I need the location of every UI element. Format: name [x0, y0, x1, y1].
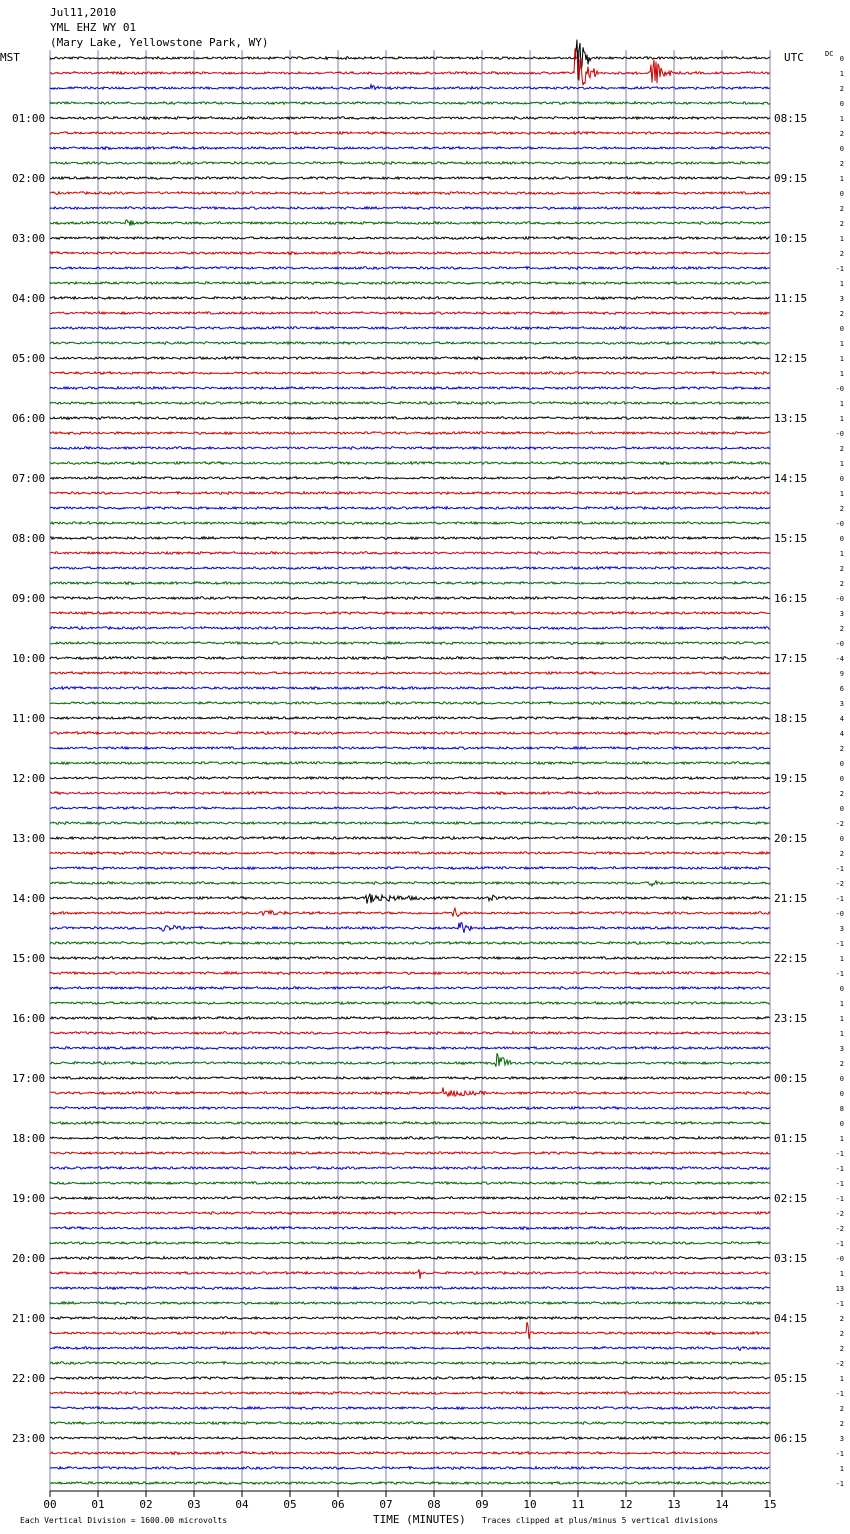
trace-row — [50, 297, 770, 300]
trace-row — [50, 117, 770, 120]
x-tick-label: 11 — [571, 1498, 585, 1511]
right-hour-label: 01:15 — [774, 1132, 808, 1145]
trace-row — [50, 1482, 770, 1485]
trace-row — [50, 147, 770, 150]
dc-value: 1 — [839, 370, 844, 378]
left-hour-label: 03:00 — [12, 232, 46, 245]
dc-value: 1 — [839, 1375, 844, 1383]
dc-value: 2 — [839, 130, 844, 138]
trace-row — [50, 237, 770, 240]
dc-value: -1 — [835, 1150, 844, 1158]
x-tick-label: 08 — [427, 1498, 441, 1511]
trace-row — [50, 1077, 770, 1080]
dc-value: 1 — [839, 115, 844, 123]
dc-value: -2 — [835, 1210, 844, 1218]
dc-value: 3 — [839, 1435, 844, 1443]
right-hour-label: 22:15 — [774, 952, 808, 965]
trace-row — [50, 642, 770, 645]
dc-value: 2 — [839, 310, 844, 318]
x-tick-label: 14 — [715, 1498, 729, 1511]
trace-row — [50, 762, 770, 765]
trace-row — [50, 987, 770, 990]
dc-value: 0 — [839, 1120, 844, 1128]
trace-row — [50, 432, 770, 435]
trace-row — [50, 48, 770, 85]
right-hour-label: 02:15 — [774, 1192, 808, 1205]
right-hour-label: 23:15 — [774, 1012, 808, 1025]
dc-value: 1 — [839, 1000, 844, 1008]
dc-value: 3 — [839, 610, 844, 618]
trace-row — [50, 492, 770, 495]
trace-row — [50, 672, 770, 675]
x-tick-label: 13 — [667, 1498, 681, 1511]
right-hour-label: 03:15 — [774, 1252, 808, 1265]
dc-value: 1 — [839, 1465, 844, 1473]
dc-value: 1 — [839, 460, 844, 468]
dc-value: 9 — [839, 670, 844, 678]
right-hour-label: 05:15 — [774, 1372, 808, 1385]
right-hour-label: 12:15 — [774, 352, 808, 365]
left-hour-label: 11:00 — [12, 712, 46, 725]
trace-row — [50, 1002, 770, 1005]
trace-row — [50, 1212, 770, 1215]
dc-value: -2 — [835, 820, 844, 828]
dc-value: 2 — [839, 745, 844, 753]
trace-row — [50, 357, 770, 360]
right-hour-label: 10:15 — [774, 232, 808, 245]
trace-row — [50, 852, 770, 855]
right-hour-label: 11:15 — [774, 292, 808, 305]
dc-value: -2 — [835, 1225, 844, 1233]
trace-row — [50, 657, 770, 660]
left-hour-label: 04:00 — [12, 292, 46, 305]
left-hour-label: 02:00 — [12, 172, 46, 185]
dc-value: 3 — [839, 1045, 844, 1053]
dc-value: -0 — [835, 430, 844, 438]
dc-value: 1 — [839, 235, 844, 243]
trace-row — [50, 462, 770, 465]
x-axis — [43, 1491, 776, 1511]
trace-row — [50, 402, 770, 405]
dc-value: 1 — [839, 550, 844, 558]
trace-row — [50, 1242, 770, 1245]
dc-value: 6 — [839, 685, 844, 693]
x-axis-title: TIME (MINUTES) — [373, 1513, 466, 1526]
dc-value: 0 — [839, 985, 844, 993]
dc-value: -1 — [835, 1480, 844, 1488]
left-hour-label: 18:00 — [12, 1132, 46, 1145]
left-hour-label: 06:00 — [12, 412, 46, 425]
left-hour-label: 09:00 — [12, 592, 46, 605]
x-tick-label: 10 — [523, 1498, 537, 1511]
dc-value: 0 — [839, 775, 844, 783]
dc-value: 0 — [839, 325, 844, 333]
dc-value: 0 — [839, 760, 844, 768]
dc-value: -0 — [835, 520, 844, 528]
dc-value: 2 — [839, 250, 844, 258]
trace-row — [50, 192, 770, 195]
dc-value: 2 — [839, 160, 844, 168]
x-tick-label: 02 — [139, 1498, 153, 1511]
right-hour-label: 21:15 — [774, 892, 808, 905]
trace-row — [50, 1182, 770, 1185]
trace-row — [50, 312, 770, 315]
trace-row — [50, 1452, 770, 1455]
trace-row — [50, 567, 770, 570]
dc-value: 2 — [839, 625, 844, 633]
trace-row — [50, 1467, 770, 1470]
left-hour-label: 15:00 — [12, 952, 46, 965]
trace-row — [50, 102, 770, 105]
x-tick-label: 01 — [91, 1498, 105, 1511]
trace-row — [50, 867, 770, 870]
left-hour-label: 16:00 — [12, 1012, 46, 1025]
trace-row — [50, 807, 770, 810]
dc-value: -0 — [835, 910, 844, 918]
trace-row — [50, 327, 770, 330]
left-hour-label: 07:00 — [12, 472, 46, 485]
left-hour-label: 01:00 — [12, 112, 46, 125]
trace-row — [50, 552, 770, 555]
right-hour-label: 20:15 — [774, 832, 808, 845]
dc-value: 0 — [839, 805, 844, 813]
dc-value: -2 — [835, 1360, 844, 1368]
dc-value: 2 — [839, 1345, 844, 1353]
trace-row — [50, 1152, 770, 1155]
dc-value: 0 — [839, 835, 844, 843]
trace-row — [50, 507, 770, 510]
dc-value: 1 — [839, 280, 844, 288]
trace-row — [50, 1392, 770, 1395]
trace-row — [50, 1227, 770, 1230]
x-tick-label: 12 — [619, 1498, 633, 1511]
trace-row — [50, 1032, 770, 1035]
trace-row — [50, 1302, 770, 1305]
trace-row — [50, 220, 770, 226]
dc-value: 1 — [839, 490, 844, 498]
left-hour-label: 08:00 — [12, 532, 46, 545]
scale-note: Each Vertical Division = 1600.00 microvolts — [20, 1516, 228, 1525]
trace-row — [50, 923, 770, 933]
dc-value: -4 — [835, 655, 844, 663]
trace-row — [50, 881, 770, 886]
dc-value: -0 — [835, 595, 844, 603]
left-hour-label: 23:00 — [12, 1432, 46, 1445]
trace-row — [50, 372, 770, 375]
trace-row — [50, 1377, 770, 1380]
trace-row — [50, 162, 770, 165]
trace-row — [50, 267, 770, 270]
trace-row — [50, 822, 770, 825]
left-hour-label: 05:00 — [12, 352, 46, 365]
trace-row — [50, 342, 770, 345]
trace-row — [50, 282, 770, 285]
right-hour-label: 06:15 — [774, 1432, 808, 1445]
trace-row — [50, 837, 770, 840]
chart-date: Jul11,2010 — [50, 6, 117, 19]
station-location: (Mary Lake, Yellowstone Park, WY) — [50, 36, 269, 49]
trace-row — [50, 447, 770, 450]
trace-row — [50, 207, 770, 210]
left-hour-label: 20:00 — [12, 1252, 46, 1265]
dc-value: 0 — [839, 145, 844, 153]
dc-value: -2 — [835, 880, 844, 888]
dc-value: 0 — [839, 190, 844, 198]
x-tick-label: 00 — [43, 1498, 57, 1511]
trace-row — [50, 522, 770, 525]
left-hour-label: 12:00 — [12, 772, 46, 785]
dc-header-label: DC — [825, 50, 834, 58]
trace-row — [50, 1347, 770, 1351]
trace-row — [50, 1047, 770, 1050]
right-timezone-label: UTC — [784, 51, 804, 64]
dc-value: -1 — [835, 1450, 844, 1458]
dc-value: 1 — [839, 415, 844, 423]
x-tick-label: 06 — [331, 1498, 345, 1511]
dc-value: -1 — [835, 940, 844, 948]
trace-row — [50, 972, 770, 975]
dc-value: 3 — [839, 700, 844, 708]
trace-row — [50, 732, 770, 735]
x-tick-label: 09 — [475, 1498, 489, 1511]
dc-value: 0 — [839, 535, 844, 543]
trace-row — [50, 612, 770, 615]
trace-row — [50, 1269, 770, 1279]
dc-value: -1 — [835, 265, 844, 273]
dc-value: 4 — [839, 715, 844, 723]
trace-row — [50, 537, 770, 540]
trace-row — [50, 777, 770, 780]
trace-row — [50, 717, 770, 720]
dc-value: 2 — [839, 565, 844, 573]
left-hour-label: 19:00 — [12, 1192, 46, 1205]
dc-value: 2 — [839, 1330, 844, 1338]
trace-row — [50, 942, 770, 945]
time-gridlines — [50, 50, 770, 1491]
dc-value: 1 — [839, 1015, 844, 1023]
clip-note: Traces clipped at plus/minus 5 vertical divisions — [482, 1516, 719, 1525]
left-hour-label: 10:00 — [12, 652, 46, 665]
dc-value: 1 — [839, 70, 844, 78]
dc-value: 3 — [839, 925, 844, 933]
trace-row — [50, 1287, 770, 1290]
trace-row — [50, 582, 770, 585]
dc-value: -1 — [835, 865, 844, 873]
right-hour-label: 14:15 — [774, 472, 808, 485]
trace-row — [50, 957, 770, 960]
trace-row — [50, 747, 770, 750]
dc-value: 2 — [839, 445, 844, 453]
dc-value: 0 — [839, 1090, 844, 1098]
trace-row — [50, 1053, 770, 1067]
dc-value: 2 — [839, 205, 844, 213]
dc-value: -1 — [835, 970, 844, 978]
dc-value: 2 — [839, 1405, 844, 1413]
dc-value: -0 — [835, 640, 844, 648]
dc-value: 2 — [839, 505, 844, 513]
dc-value: -1 — [835, 1240, 844, 1248]
dc-value: 2 — [839, 220, 844, 228]
trace-row — [50, 702, 770, 705]
dc-value: 1 — [839, 955, 844, 963]
right-hour-label: 17:15 — [774, 652, 808, 665]
right-hour-label: 18:15 — [774, 712, 808, 725]
dc-value: 1 — [839, 1135, 844, 1143]
dc-value: -1 — [835, 1180, 844, 1188]
trace-row — [50, 1088, 770, 1097]
dc-value: 13 — [835, 1285, 844, 1293]
dc-value: 2 — [839, 850, 844, 858]
trace-row — [50, 1107, 770, 1110]
dc-value: 4 — [839, 730, 844, 738]
trace-row — [50, 687, 770, 690]
trace-row — [50, 1317, 770, 1320]
left-hour-label: 22:00 — [12, 1372, 46, 1385]
dc-offset-values — [836, 55, 844, 1488]
x-tick-label: 04 — [235, 1498, 249, 1511]
trace-row — [50, 1122, 770, 1125]
left-hour-label: 17:00 — [12, 1072, 46, 1085]
right-hour-label: 00:15 — [774, 1072, 808, 1085]
dc-value: 2 — [839, 85, 844, 93]
trace-row — [50, 1137, 770, 1140]
dc-value: 2 — [839, 1315, 844, 1323]
right-hour-label: 15:15 — [774, 532, 808, 545]
dc-value: 2 — [839, 1060, 844, 1068]
right-hour-label: 19:15 — [774, 772, 808, 785]
trace-row — [50, 387, 770, 390]
trace-row — [50, 177, 770, 180]
trace-row — [50, 1017, 770, 1020]
trace-row — [50, 627, 770, 630]
trace-row — [50, 252, 770, 255]
dc-value: 2 — [839, 1420, 844, 1428]
right-hour-label: 13:15 — [774, 412, 808, 425]
dc-value: 0 — [839, 100, 844, 108]
dc-value: 0 — [839, 55, 844, 63]
dc-value: -1 — [835, 1300, 844, 1308]
dc-value: 0 — [839, 1075, 844, 1083]
x-tick-label: 03 — [187, 1498, 201, 1511]
trace-row — [50, 792, 770, 795]
x-tick-label: 15 — [763, 1498, 777, 1511]
left-hour-label: 21:00 — [12, 1312, 46, 1325]
trace-row — [50, 477, 770, 480]
trace-row — [50, 1257, 770, 1260]
trace-row — [50, 908, 770, 916]
left-hour-label: 14:00 — [12, 892, 46, 905]
trace-row — [50, 417, 770, 420]
dc-value: 3 — [839, 295, 844, 303]
dc-value: 1 — [839, 175, 844, 183]
trace-row — [50, 597, 770, 600]
dc-value: -1 — [835, 1390, 844, 1398]
station-code: YML EHZ WY 01 — [50, 21, 137, 34]
right-hour-label: 09:15 — [774, 172, 808, 185]
dc-value: -1 — [835, 895, 844, 903]
seismic-traces — [50, 40, 770, 1485]
right-hour-label: 08:15 — [774, 112, 808, 125]
right-hour-label: 16:15 — [774, 592, 808, 605]
dc-value: 2 — [839, 790, 844, 798]
trace-row — [50, 1167, 770, 1170]
trace-row — [50, 1422, 770, 1425]
trace-row — [50, 1407, 770, 1410]
dc-value: 1 — [839, 1030, 844, 1038]
trace-row — [50, 894, 770, 904]
left-hour-label: 13:00 — [12, 832, 46, 845]
dc-value: 0 — [839, 475, 844, 483]
dc-value: 1 — [839, 355, 844, 363]
trace-row — [50, 132, 770, 135]
dc-value: -1 — [835, 1195, 844, 1203]
hour-labels — [12, 112, 807, 1445]
right-hour-label: 04:15 — [774, 1312, 808, 1325]
dc-value: 1 — [839, 340, 844, 348]
dc-value: 1 — [839, 400, 844, 408]
dc-value: -0 — [835, 1255, 844, 1263]
dc-value: 2 — [839, 580, 844, 588]
trace-row — [50, 1197, 770, 1200]
trace-row — [50, 1362, 770, 1365]
x-tick-label: 07 — [379, 1498, 393, 1511]
left-timezone-label: MST — [0, 51, 20, 64]
x-tick-label: 05 — [283, 1498, 297, 1511]
trace-row — [50, 1322, 770, 1339]
dc-value: -1 — [835, 1165, 844, 1173]
dc-value: 1 — [839, 1270, 844, 1278]
dc-value: 8 — [839, 1105, 844, 1113]
trace-row — [50, 1437, 770, 1440]
dc-value: -0 — [835, 385, 844, 393]
trace-row — [50, 85, 770, 90]
